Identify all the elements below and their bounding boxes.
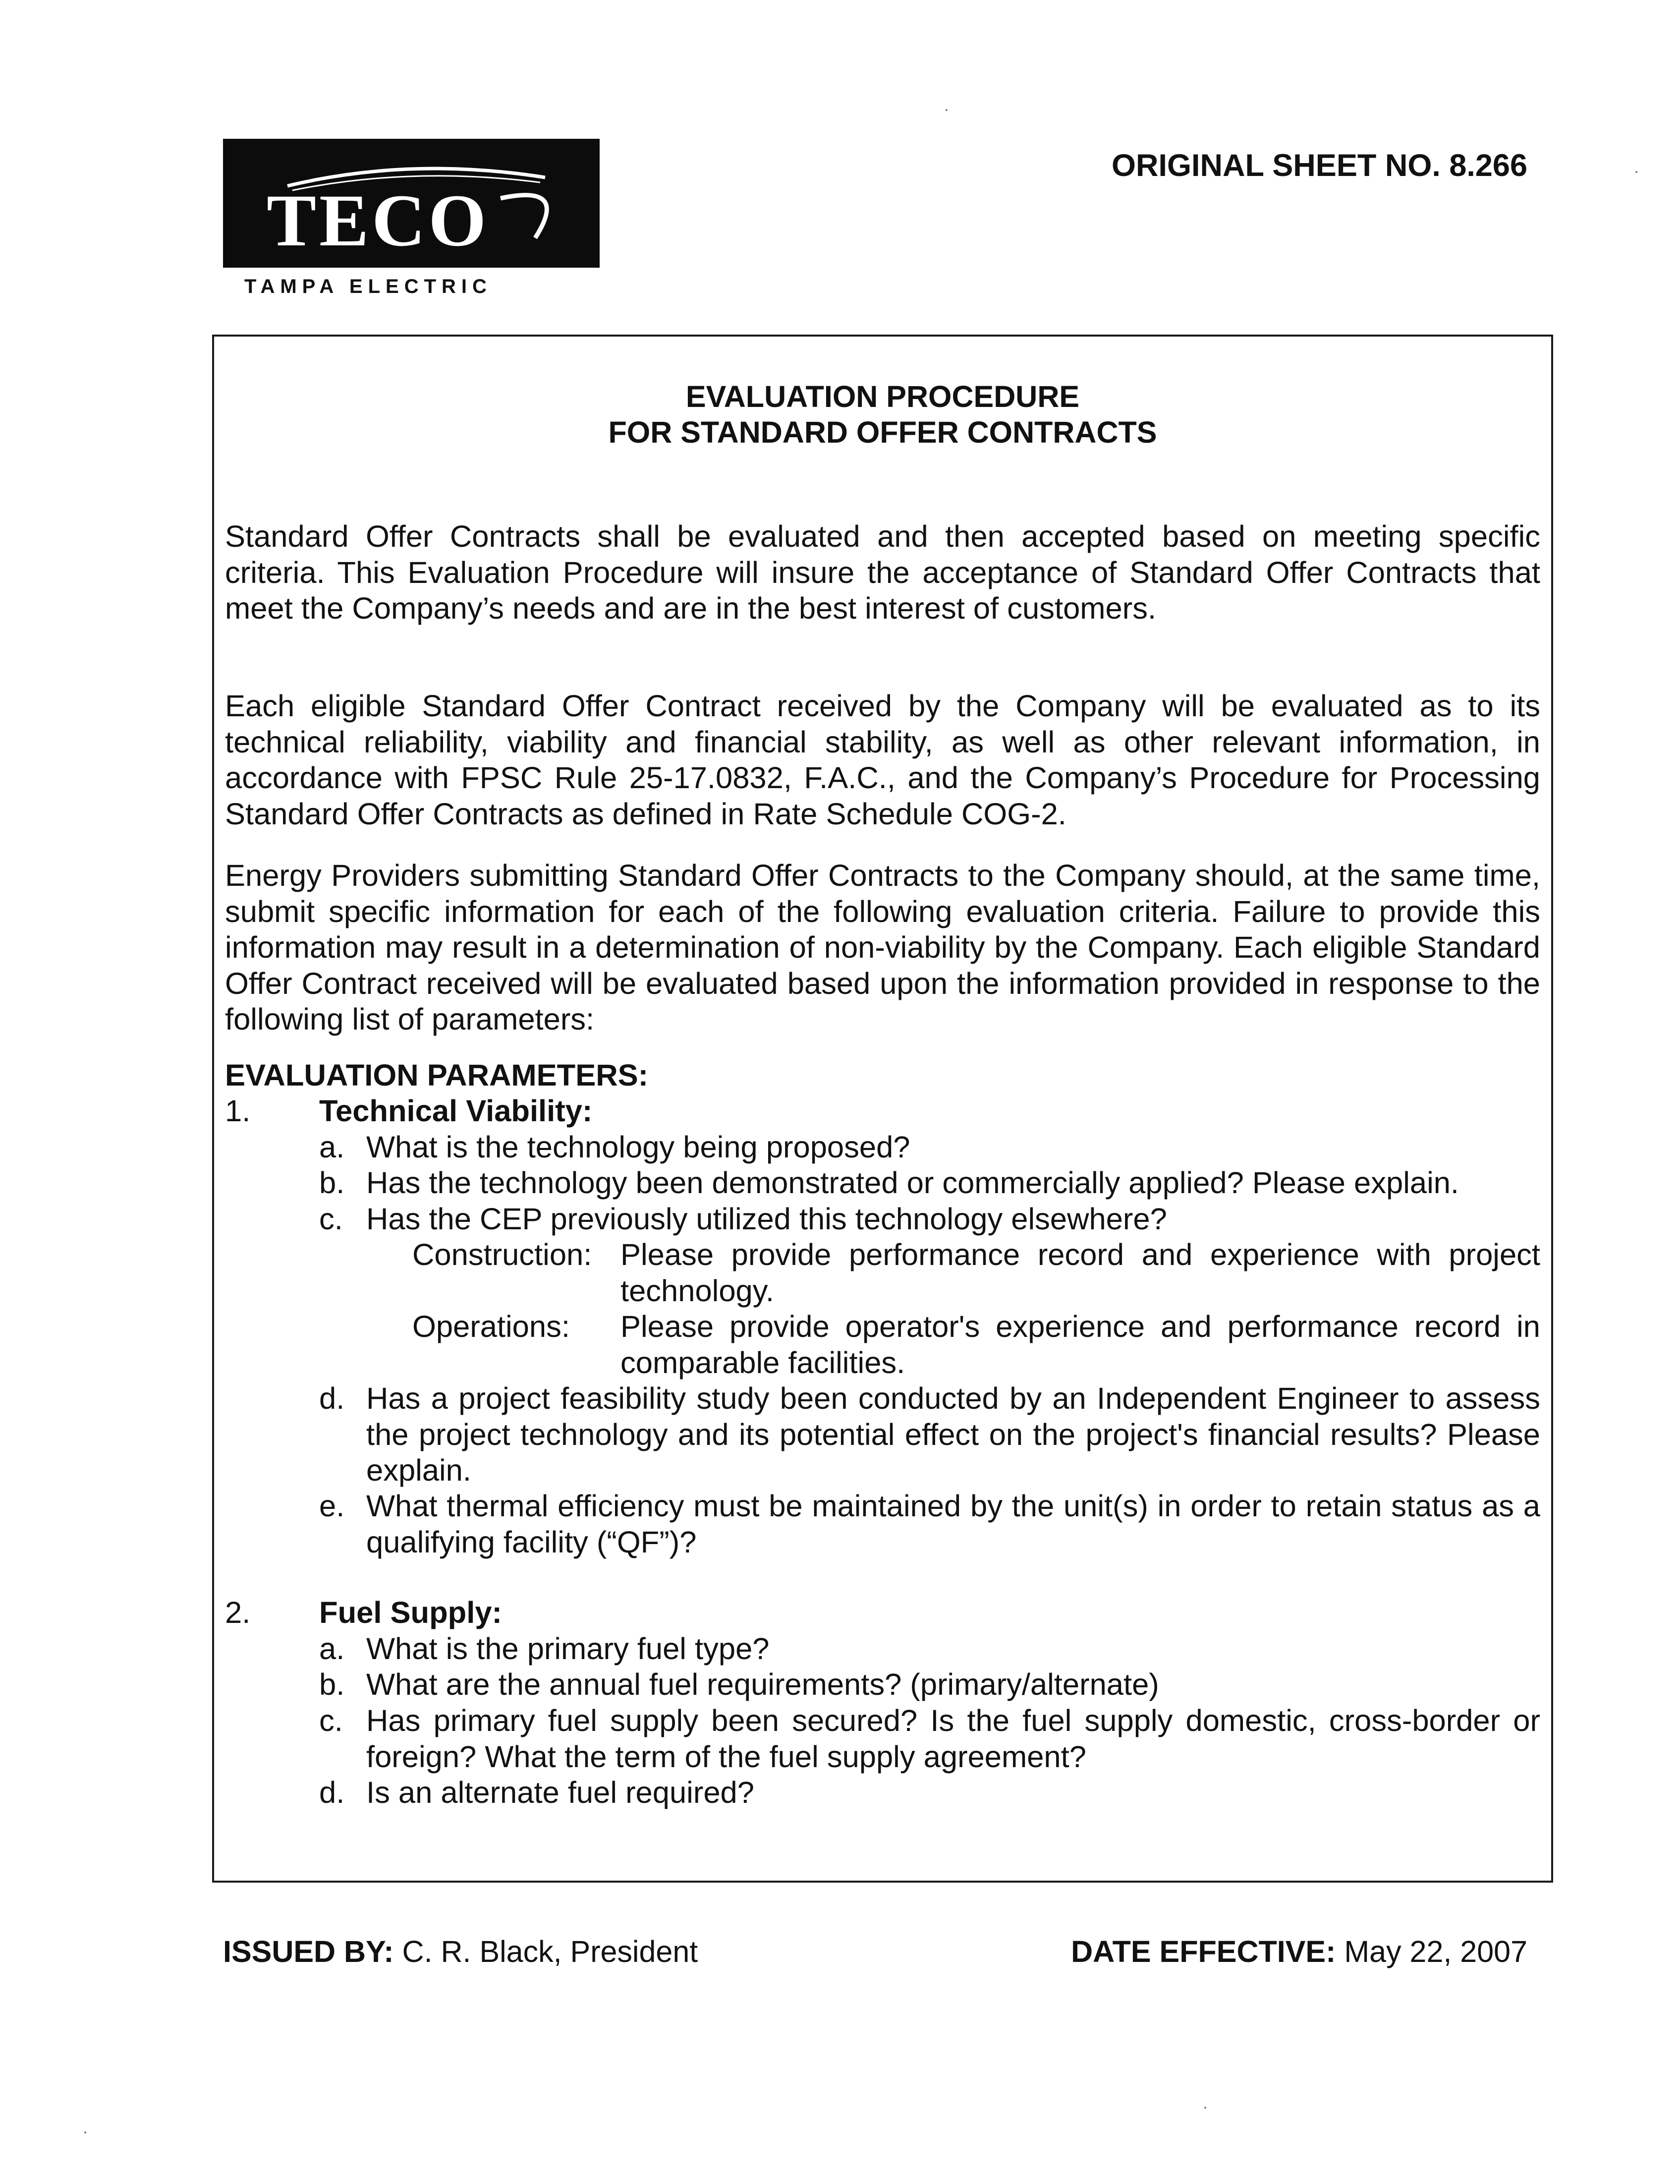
eligibility-paragraph: Each eligible Standard Offer Contract received by the Company will be evaluated as to its technical reliability, viability and financial stability, as well as other relevant information, in accordance with FPSC Rule 25-17.0832, F.A.C., and the Company’s Procedure for Processing Standard Offer Contracts as defined in Rate Schedule COG-2. (225, 689, 1540, 831)
item-text: Has a project feasibility study been conducted by an Independent Engineer to assess the project technology and its potential effect on the project's financial results? Please explain. (366, 1381, 1540, 1488)
submission-paragraph: Energy Providers submitting Standard Offer Contracts to the Company should, at the same time, submit specific information for each of the following evaluation criteria. Failure to provide this information may result in a determination of non-viability by the Company. Each eligible Standard Offer Contract received will be evaluated based upon the information provided in response to the following list of parameters: (225, 859, 1540, 1036)
item-letter: b. (319, 1667, 345, 1702)
item-text: Has the technology been demonstrated or commercially applied? Please explain. (366, 1166, 1459, 1200)
item-letter: c. (319, 1704, 343, 1738)
document-title-line-1: EVALUATION PROCEDURE (685, 380, 1080, 413)
section-number: 2. (225, 1596, 251, 1630)
issued-by (223, 1934, 698, 1969)
item-letter: c. (319, 1202, 343, 1236)
item-letter: a. (319, 1632, 345, 1666)
sub-item-label: Construction: (412, 1238, 592, 1272)
item-text: What are the annual fuel requirements? (primary/alternate) (366, 1667, 1159, 1702)
item-text: What is the technology being proposed? (366, 1130, 910, 1164)
date-effective-value: May 22, 2007 (1344, 1935, 1527, 1968)
issued-by-label: ISSUED BY: (223, 1935, 394, 1968)
issued-by-value: C. R. Black, President (402, 1935, 698, 1968)
logo-caption: TAMPA ELECTRIC (244, 276, 492, 297)
parameters-heading: EVALUATION PARAMETERS: (225, 1058, 649, 1092)
item-text: Is an alternate fuel required? (366, 1776, 754, 1810)
sheet-number: ORIGINAL SHEET NO. 8.266 (1111, 148, 1527, 183)
item-text: Has the CEP previously utilized this technology elsewhere? (366, 1202, 1167, 1236)
item-text: What is the primary fuel type? (366, 1632, 770, 1666)
item-letter: a. (319, 1130, 345, 1164)
scan-speck (1635, 171, 1637, 173)
section-title: Fuel Supply: (319, 1596, 502, 1630)
document-body-box (212, 335, 1553, 1883)
sub-item-label: Operations: (412, 1310, 570, 1344)
scan-speck (84, 2131, 86, 2133)
teco-logo-graphic (223, 139, 600, 268)
scan-speck (1204, 2107, 1206, 2109)
section-number: 1. (225, 1094, 251, 1128)
item-letter: d. (319, 1381, 345, 1416)
item-letter: e. (319, 1489, 345, 1523)
item-text: What thermal efficiency must be maintained by the unit(s) in order to retain status as a qualifying facility (“QF”)? (366, 1489, 1540, 1559)
item-letter: b. (319, 1166, 345, 1200)
item-letter: d. (319, 1776, 345, 1810)
item-text: Has primary fuel supply been secured? Is the fuel supply domestic, cross-border or foreign? What the term of the fuel supply agreement? (366, 1704, 1540, 1774)
sub-item-text: Please provide performance record and experience with project technology. (620, 1238, 1540, 1308)
sub-item-text: Please provide operator's experience and performance record in comparable facilities. (620, 1310, 1540, 1380)
section-title: Technical Viability: (319, 1094, 593, 1128)
intro-paragraph: Standard Offer Contracts shall be evaluated and then accepted based on meeting specific criteria. This Evaluation Procedure will insure the acceptance of Standard Offer Contracts that meet the Company’s needs and are in the best interest of customers. (225, 519, 1540, 626)
scan-speck (946, 109, 948, 111)
company-logo (223, 139, 600, 268)
date-effective-label: DATE EFFECTIVE: (1071, 1935, 1336, 1968)
logo-text: TECO (267, 179, 490, 262)
document-title-line-2: FOR STANDARD OFFER CONTRACTS (608, 415, 1157, 449)
date-effective (1071, 1934, 1527, 1969)
